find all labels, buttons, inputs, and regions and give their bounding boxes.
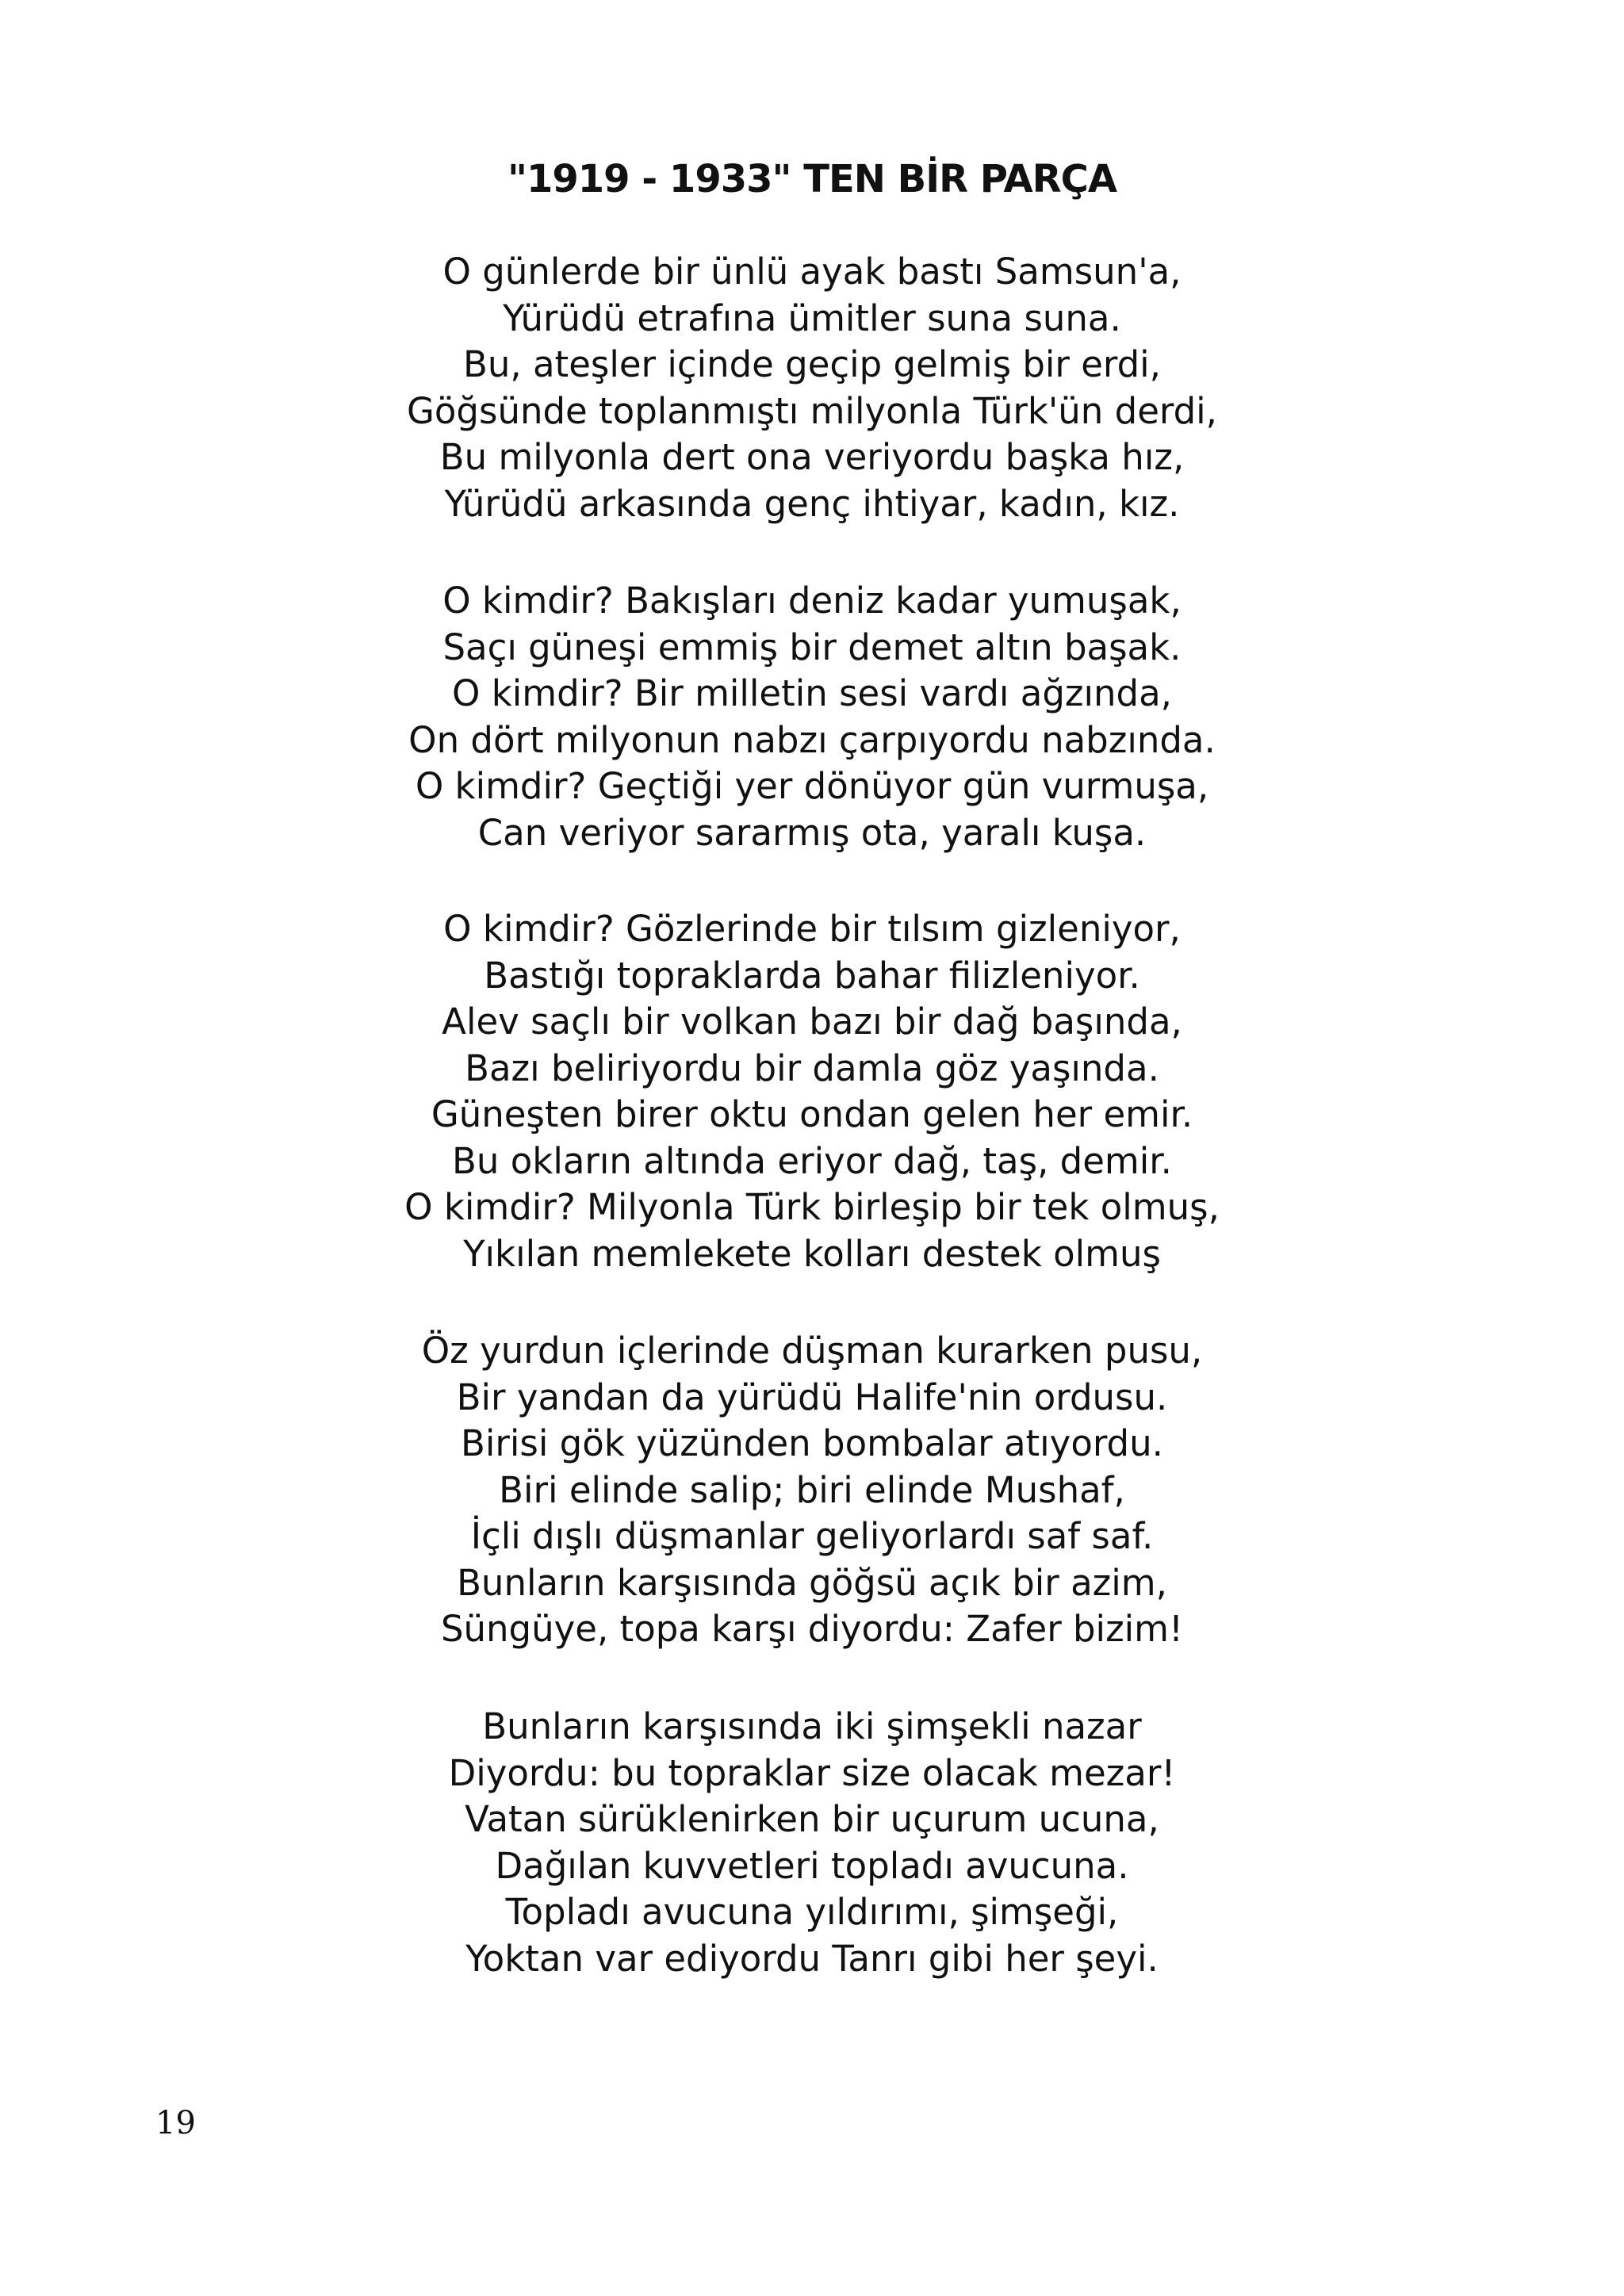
stanza-4 [0,1328,1624,1653]
poem-line: Bu, ateşler içinde geçip gelmiş bir erdi, [462,343,1161,385]
poem-line: İçli dışlı düşmanlar geliyorlardı saf saf. [470,1515,1154,1557]
poem-line: Yıkılan memlekete kolları destek olmuş [463,1232,1161,1275]
poem-line: O kimdir? Bir milletin sesi vardı ağzında, [452,672,1172,714]
poem-line: Dağılan kuvvetleri topladı avucuna. [495,1844,1129,1887]
poem-line: O kimdir? Gözlerinde bir tılsım gizleniyor, [443,908,1181,950]
poem-line: O kimdir? Milyonla Türk birleşip bir tek olmuş, [404,1186,1220,1228]
poem-line: Bastığı topraklarda bahar filizleniyor. [484,954,1140,997]
stanza-3 [0,906,1624,1277]
poem-line: O kimdir? Bakışları deniz kadar yumuşak, [442,580,1182,622]
stanza-1 [0,249,1624,527]
poem-line: Göğsünde toplanmıştı milyonla Türk'ün derdi, [407,389,1217,432]
poem-line: O günlerde bir ünlü ayak bastı Samsun'a, [442,251,1182,293]
poem-line: Bu milyonla dert ona veriyordu başka hız, [439,436,1185,478]
poem-line: Bir yandan da yürüdü Halife'nin ordusu. [456,1376,1168,1418]
poem-line: Yoktan var ediyordu Tanrı gibi her şeyi. [465,1937,1159,1980]
poem-line: Yürüdü etrafına ümitler suna suna. [503,297,1121,339]
poem-line: Bunların karşısında göğsü açık bir azim, [457,1561,1167,1604]
poem-line: Biri elinde salip; biri elinde Mushaf, [499,1468,1125,1511]
poem-line: Bazı beliriyordu bir damla göz yaşında. [465,1047,1159,1089]
poem-line: Öz yurdun içlerinde düşman kurarken pusu, [421,1330,1203,1372]
poem-line: On dört milyonun nabzı çarpıyordu nabzında. [408,718,1216,761]
poem-line: Bu okların altında eriyor dağ, taş, demir. [452,1139,1172,1182]
page-number: 19 [155,2105,196,2141]
poem-title: "1919 - 1933" TEN BİR PARÇA [507,157,1117,201]
poem-line: Alev saçlı bir volkan bazı bir dağ başında, [442,1001,1182,1043]
poem-line: Diyordu: bu topraklar size olacak mezar! [448,1751,1176,1794]
poem-line: Güneşten birer oktu ondan gelen her emir. [431,1093,1193,1135]
stanza-2 [0,578,1624,856]
poem-line: Bunların karşısında iki şimşekli nazar [482,1705,1142,1747]
poem-line: Yürüdü arkasında genç ihtiyar, kadın, kız. [444,482,1180,525]
poem-line: Topladı avucuna yıldırımı, şimşeği, [505,1891,1119,1933]
poem-line: Süngüye, topa karşı diyordu: Zafer bizim! [440,1608,1184,1650]
poem-line: Birisi gök yüzünden bombalar atıyordu. [461,1422,1163,1464]
poem-line: Can veriyor sararmış ota, yaralı kuşa. [477,811,1147,854]
poem-line: Vatan sürüklenirken bir uçurum ucuna, [465,1798,1159,1840]
poem-line: O kimdir? Geçtiği yer dönüyor gün vurmuşa, [415,765,1209,807]
stanza-5 [0,1704,1624,1982]
poem-line: Saçı güneşi emmiş bir demet altın başak. [442,626,1182,668]
